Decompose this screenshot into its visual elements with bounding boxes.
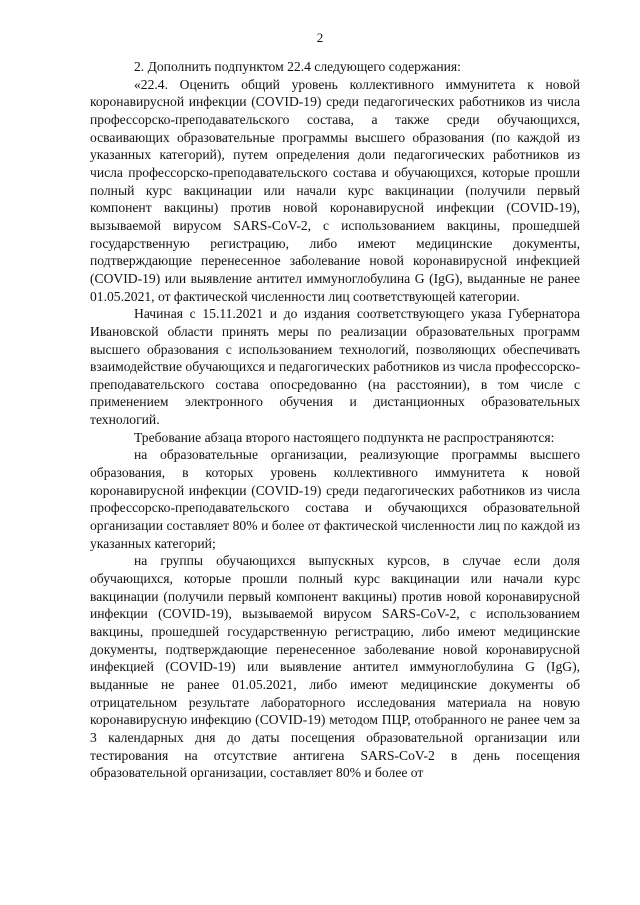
paragraph-remote-learning: Начиная с 15.11.2021 и до издания соответствующего указа Губернатора Ивановской области принять меры по реализации образовательных программ высшего образования с использованием технологий, позволяющих обеспечивать взаимодействие обучающихся и педагогических работников из числа профессорско-преподавательского состава опосредованно (на расстоянии), в том числе с применением электронного обучения и дистанционных образовательных технологий. xyxy=(90,306,580,428)
paragraph-22-4: «22.4. Оценить общий уровень коллективного иммунитета к новой коронавирусной инфекции (COVID-19) среди педагогических работников из числа профессорско-преподавательского состава, а также среди обучающихся, осваивающих образовательные программы высшего образования (по каждой из указанных категорий), путем определения доли педагогических работников из числа профессорско-преподавательского состава и обучающихся, которые прошли полный курс вакцинации или начали курс вакцинации (получили первый компонент вакцины) против новой коронавирусной инфекции (COVID-19), вызываемой вирусом SARS-CoV-2, с использованием вакцины, прошедшей государственную регистрацию, либо имеют медицинские документы, подтверждающие перенесенное заболевание новой коронавирусной инфекцией (COVID-19) или выявление антител иммуноглобулина G (IgG), выданные не ранее 01.05.2021, от фактической численности лиц соответствующей категории. xyxy=(90,76,580,304)
page-number: 2 xyxy=(316,30,324,45)
paragraph-exception-graduates: на группы обучающихся выпускных курсов, в случае если доля обучающихся, которые прошли полный курс вакцинации или начали курс вакцинации (получили первый компонент вакцины) против новой коронавирусной инфекции (COVID-19), вызываемой вирусом SARS-CoV-2, с использованием вакцины, прошедшей государственную регистрацию, либо имеют медицинские документы, подтверждающие перенесенное заболевание новой коронавирусной инфекцией (COVID-19) или выявление антител иммуноглобулина G (IgG), выданные не ранее 01.05.2021, либо имеют медицинские документы об отрицательном результате лабораторного исследования материала на новую коронавирусную инфекцию (COVID-19) методом ПЦР, отобранного не ранее чем за 3 календарных дня до даты посещения образовательной организации или тестирования на отсутствие антигена SARS-CoV-2 в день посещения образовательной организации, составляет 80% и более от xyxy=(90,553,580,781)
document-body xyxy=(90,58,580,782)
paragraph-exceptions-intro: Требование абзаца второго настоящего подпункта не распространяются: xyxy=(134,429,555,445)
paragraph-amendment-intro: 2. Дополнить подпунктом 22.4 следующего содержания: xyxy=(134,59,461,74)
paragraph-exception-organizations: на образовательные организации, реализующие программы высшего образования, в которых уровень коллективного иммунитета к новой коронавирусной инфекции (COVID-19) среди педагогических работников из числа профессорско-преподавательского состава и обучающихся образовательной организации составляет 80% и более от фактической численности лиц по каждой из указанных категорий; xyxy=(90,447,580,551)
